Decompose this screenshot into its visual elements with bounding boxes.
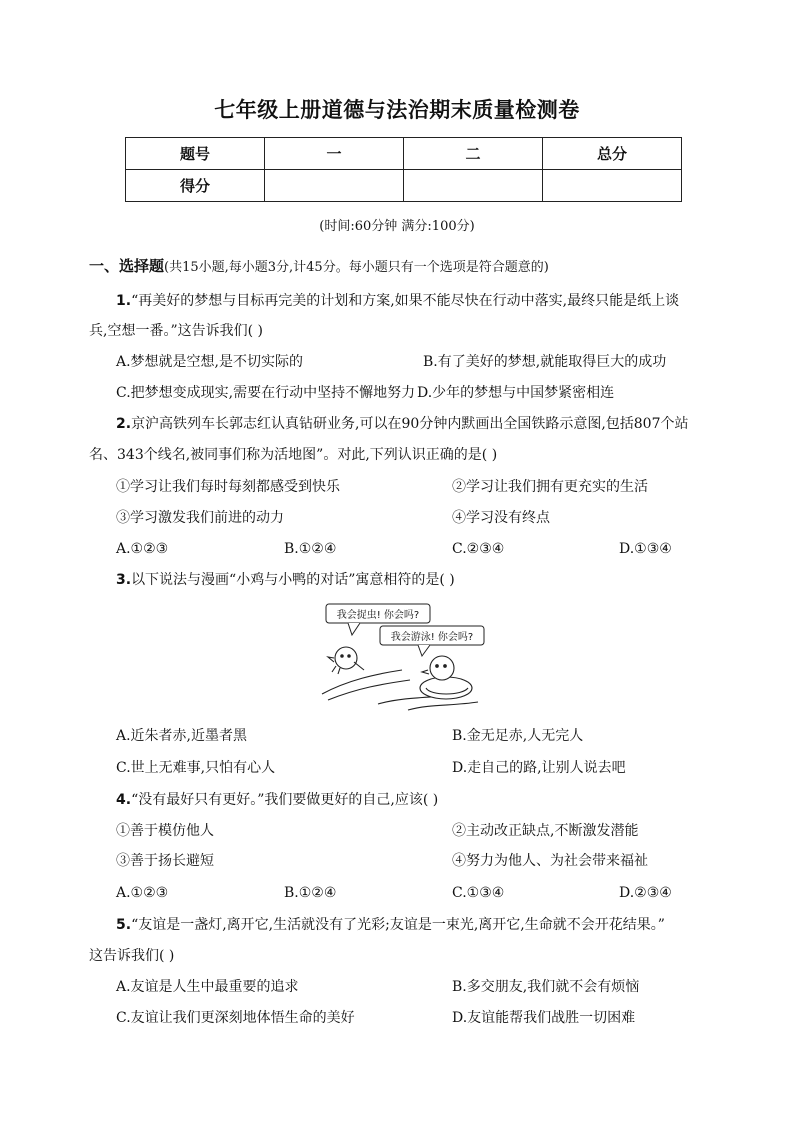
question-4-statement-4: ④努力为他人、为社会带来福祉	[452, 853, 648, 869]
question-2-stem-line1	[116, 414, 689, 434]
question-1-option-d[interactable]: D.少年的梦想与中国梦紧密相连	[417, 385, 615, 401]
page-title: 七年级上册道德与法治期末质量检测卷	[214, 98, 580, 122]
question-5-stem-line1	[116, 915, 665, 935]
question-4-statement-1: ①善于模仿他人	[116, 823, 214, 839]
chick-illustration	[328, 647, 364, 674]
question-text: 京沪高铁列车长郭志红认真钻研业务,可以在90分钟内默画出全国铁路示意图,包括807个站	[131, 416, 689, 432]
question-4-stem-line1	[116, 790, 438, 810]
question-2-option-b[interactable]: B.①②④	[284, 541, 337, 557]
question-text: “没有最好只有更好。”我们要做更好的自己,应该( )	[131, 792, 439, 808]
question-text: “友谊是一盏灯,离开它,生活就没有了光彩;友谊是一束光,离开它,生命就不会开花结果。”	[131, 917, 665, 933]
question-5-option-c[interactable]: C.友谊让我们更深刻地体悟生命的美好	[116, 1010, 355, 1026]
section-heading: 一、选择题	[89, 257, 165, 275]
score-table-score-row	[126, 170, 682, 202]
question-4-statement-2: ②主动改正缺点,不断激发潜能	[452, 823, 639, 839]
score-header-cell: 一	[265, 138, 404, 170]
question-5-option-b[interactable]: B.多交朋友,我们就不会有烦恼	[452, 979, 640, 995]
question-number: 1.	[116, 293, 132, 309]
question-2-option-c[interactable]: C.②③④	[452, 541, 505, 557]
question-4-option-b[interactable]: B.①②④	[284, 885, 337, 901]
score-row-label: 得分	[126, 170, 265, 202]
question-2-statement-1: ①学习让我们每时每刻都感受到快乐	[116, 479, 340, 495]
question-1-option-b[interactable]: B.有了美好的梦想,就能取得巨大的成功	[423, 354, 667, 370]
question-number: 5.	[116, 917, 132, 933]
score-header-cell: 题号	[126, 138, 265, 170]
question-5-stem-line2: 这告诉我们( )	[89, 948, 175, 964]
score-cell[interactable]	[404, 170, 543, 202]
question-number: 3.	[116, 572, 132, 588]
question-2-statement-2: ②学习让我们拥有更充实的生活	[452, 479, 648, 495]
question-3-option-d[interactable]: D.走自己的路,让别人说去吧	[452, 760, 626, 776]
question-1-option-c[interactable]: C.把梦想变成现实,需要在行动中坚持不懈地努力	[116, 385, 416, 401]
section-instruction: (共15小题,每小题3分,计45分。每小题只有一个选项是符合题意的)	[164, 260, 549, 275]
question-text: 以下说法与漫画“小鸡与小鸭的对话”寓意相符的是( )	[131, 572, 455, 588]
score-cell[interactable]	[543, 170, 682, 202]
bubble-text-duck: 我会游泳! 你会吗?	[390, 632, 474, 643]
question-1-stem-line1	[116, 291, 679, 311]
question-2-statement-3: ③学习激发我们前进的动力	[116, 510, 284, 526]
question-2-option-a[interactable]: A.①②③	[116, 541, 169, 557]
score-header-cell: 二	[404, 138, 543, 170]
question-4-option-d[interactable]: D.②③④	[619, 885, 672, 901]
question-5-option-a[interactable]: A.友谊是人生中最重要的追求	[116, 979, 299, 995]
question-text: “再美好的梦想与目标再完美的计划和方案,如果不能尽快在行动中落实,最终只能是纸上谈	[131, 293, 680, 309]
question-3-option-a[interactable]: A.近朱者赤,近墨者黑	[116, 728, 248, 744]
duckling-illustration	[420, 656, 472, 699]
section-one-heading-line	[89, 256, 549, 278]
score-table-header-row	[126, 138, 682, 170]
question-3-option-c[interactable]: C.世上无难事,只怕有心人	[116, 760, 276, 776]
duck-speech-bubble	[380, 626, 484, 656]
question-number: 2.	[116, 416, 132, 432]
question-number: 4.	[116, 792, 132, 808]
question-1-option-a[interactable]: A.梦想就是空想,是不切实际的	[116, 354, 304, 370]
score-cell[interactable]	[265, 170, 404, 202]
question-3-option-b[interactable]: B.金无足赤,人无完人	[452, 728, 584, 744]
question-4-option-c[interactable]: C.①③④	[452, 885, 505, 901]
bubble-text-chick: 我会捉虫! 你会吗?	[336, 610, 420, 621]
chick-duck-cartoon	[318, 600, 492, 712]
time-info: (时间:60分钟 满分:100分)	[319, 219, 475, 234]
question-2-option-d[interactable]: D.①③④	[619, 541, 672, 557]
question-3-stem-line1	[116, 570, 455, 590]
question-1-stem-line2: 兵,空想一番。”这告诉我们( )	[89, 323, 263, 339]
question-2-statement-4: ④学习没有终点	[452, 510, 550, 526]
question-4-option-a[interactable]: A.①②③	[116, 885, 169, 901]
question-4-statement-3: ③善于扬长避短	[116, 853, 214, 869]
score-header-cell: 总分	[543, 138, 682, 170]
question-5-option-d[interactable]: D.友谊能帮我们战胜一切困难	[452, 1010, 636, 1026]
score-table	[125, 137, 682, 202]
question-2-stem-line2: 名、343个线名,被同事们称为活地图”。对此,下列认识正确的是( )	[89, 447, 498, 463]
